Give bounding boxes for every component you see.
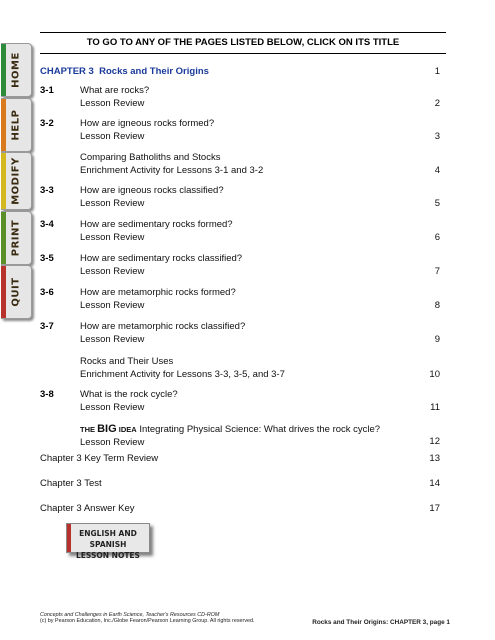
lesson-number: 3-8: [40, 389, 54, 400]
lesson-subtitle: Lesson Review: [80, 97, 145, 109]
header-rule-bottom: [40, 53, 446, 54]
entry-text: [80, 423, 380, 449]
lesson-subtitle: Lesson Review: [80, 231, 145, 243]
page-number: 14: [429, 478, 440, 489]
lesson-title: How are igneous rocks formed?: [80, 118, 215, 129]
chapter-title-line: [40, 66, 209, 77]
help-tab[interactable]: [1, 98, 32, 152]
modify-tab-label: MODIFY: [10, 157, 22, 205]
modify-tab[interactable]: [1, 152, 32, 210]
item-title: Chapter 3 Test: [40, 478, 102, 489]
page-number: 9: [434, 333, 440, 345]
help-tab-label: HELP: [10, 109, 22, 141]
page-number: 12: [429, 435, 440, 447]
tab-accent: [1, 99, 6, 151]
button-label-line1: ENGLISH AND SPANISH: [79, 529, 137, 549]
page-number: 4: [434, 164, 440, 176]
page-number: 5: [434, 197, 440, 209]
print-tab[interactable]: [1, 211, 32, 265]
page-number: 1: [434, 66, 440, 77]
nav-sidebar: [0, 0, 36, 640]
toc-header: [40, 32, 446, 54]
lesson-title: Comparing Batholiths and Stocks: [80, 152, 221, 163]
lesson-title: How are metamorphic rocks classified?: [80, 321, 246, 332]
page-number: 11: [430, 401, 440, 413]
big-idea-big: BIG: [97, 423, 117, 435]
page-number: 13: [429, 453, 440, 464]
lesson-number: 3-5: [40, 253, 54, 264]
lesson-title: How are sedimentary rocks formed?: [80, 219, 233, 230]
lesson-subtitle: Lesson Review: [80, 265, 145, 277]
footer-publication: Concepts and Challenges in Earth Science, Teacher's Resources CD-ROM: [40, 612, 220, 618]
entry-text: [80, 321, 245, 346]
entry-text: [80, 219, 233, 244]
tab-accent: [1, 266, 6, 318]
entry-text: [80, 287, 236, 312]
lesson-title: Rocks and Their Uses: [80, 356, 174, 367]
lesson-number: 3-4: [40, 219, 54, 230]
page-footer: [40, 612, 450, 624]
big-idea-logo: [80, 425, 137, 434]
lesson-number: 3-3: [40, 185, 54, 196]
lesson-title: How are sedimentary rocks classified?: [80, 253, 243, 264]
footer-page-reference: Rocks and Their Origins: CHAPTER 3, page 1: [312, 619, 450, 626]
lesson-subtitle: Enrichment Activity for Lessons 3-3, 3-5, and 3-7: [80, 368, 285, 380]
button-label-line2: LESSON NOTES: [76, 551, 140, 560]
entry-text: [80, 85, 149, 110]
entry-text: [80, 185, 224, 210]
lesson-subtitle: Lesson Review: [80, 299, 145, 311]
page-number: 3: [434, 130, 440, 142]
english-spanish-lesson-notes-button[interactable]: [66, 523, 150, 560]
lesson-subtitle: Enrichment Activity for Lessons 3-1 and 3-2: [80, 164, 264, 176]
item-title: Chapter 3 Answer Key: [40, 503, 135, 514]
lesson-title: How are igneous rocks classified?: [80, 185, 224, 196]
entry-text: [80, 253, 242, 278]
big-idea-the: THE: [80, 425, 95, 434]
page-number: 7: [434, 265, 440, 277]
quit-tab[interactable]: [1, 265, 32, 319]
lesson-number: 3-6: [40, 287, 54, 298]
lesson-title: What is the rock cycle?: [80, 389, 178, 400]
lesson-subtitle: Lesson Review: [80, 436, 145, 448]
chapter-title: Rocks and Their Origins: [99, 66, 209, 77]
lesson-number: 3-2: [40, 118, 54, 129]
tab-accent: [1, 212, 6, 264]
page-number: 6: [434, 231, 440, 243]
lesson-number: 3-1: [40, 85, 54, 96]
home-tab-label: HOME: [10, 52, 22, 88]
lesson-subtitle: Lesson Review: [80, 333, 145, 345]
big-idea-idea: IDEA: [118, 425, 137, 434]
footer-copyright: (c) by Pearson Education, Inc./Globe Fearon/Pearson Learning Group. All rights reserved.: [40, 618, 255, 624]
entry-text: [80, 356, 285, 381]
print-tab-label: PRINT: [10, 219, 22, 257]
lesson-subtitle: Lesson Review: [80, 401, 145, 413]
home-tab[interactable]: [1, 43, 32, 97]
lesson-subtitle: Lesson Review: [80, 130, 145, 142]
big-idea-title-line: [80, 423, 380, 437]
lesson-title: How are metamorphic rocks formed?: [80, 287, 236, 298]
entry-text: [80, 389, 178, 414]
entry-text: [80, 152, 263, 177]
button-accent: [67, 524, 71, 552]
page-number: 10: [429, 368, 440, 380]
entry-text: [80, 118, 214, 143]
tab-accent: [1, 44, 6, 96]
item-title: Chapter 3 Key Term Review: [40, 453, 159, 464]
chapter-label: CHAPTER 3: [40, 66, 94, 77]
quit-tab-label: QUIT: [10, 277, 22, 307]
lesson-title: What are rocks?: [80, 85, 150, 96]
page-number: 8: [434, 299, 440, 311]
page-number: 17: [429, 503, 440, 514]
lesson-title: Integrating Physical Science: What drives the rock cycle?: [139, 424, 381, 435]
header-rule-top: [40, 32, 446, 33]
page-number: 2: [434, 97, 440, 109]
tab-accent: [1, 153, 6, 209]
lesson-number: 3-7: [40, 321, 54, 332]
header-title: TO GO TO ANY OF THE PAGES LISTED BELOW, CLICK ON ITS TITLE: [86, 37, 400, 48]
lesson-subtitle: Lesson Review: [80, 197, 145, 209]
